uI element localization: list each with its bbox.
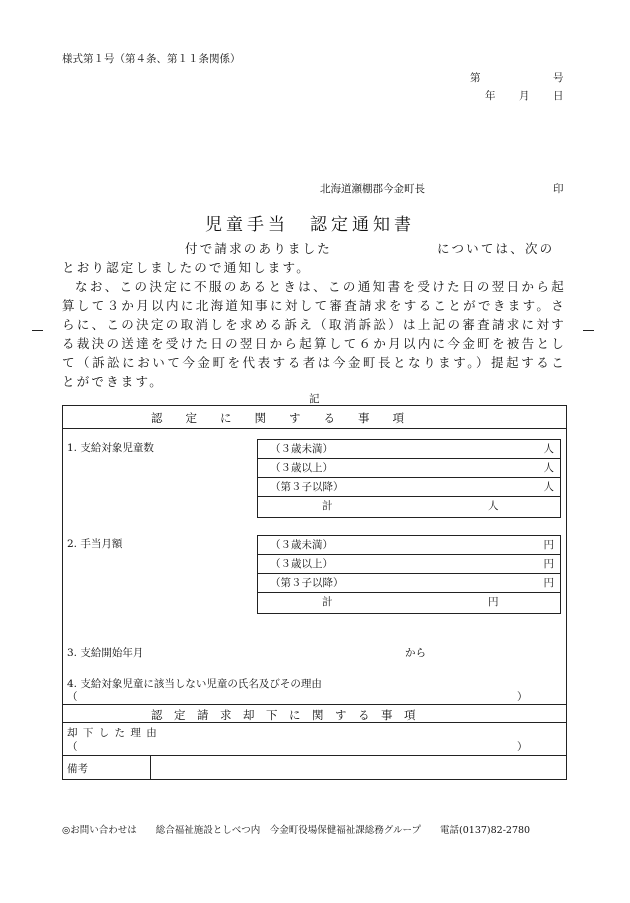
notice-body [62, 239, 566, 391]
remarks-label: 備考 [67, 763, 88, 775]
table-divider [63, 704, 566, 705]
table-header-rejection: 認 定 請 求 却 下 に 関 す る 事 項 [151, 708, 416, 722]
table-divider [63, 755, 566, 756]
total-label: 計 [322, 596, 333, 608]
item1-label: 1. 支給対象児童数 [67, 442, 154, 454]
ki-label: 記 [309, 393, 320, 405]
reject-reason-label: 却 下 し た 理 由 [67, 727, 158, 739]
contact-footer: ◎お問い合わせは 総合福祉施設としべつ内 今金町役場保健福祉課総務グループ 電話(0137)82-2780 [62, 825, 531, 836]
total-label: 計 [322, 500, 333, 512]
table-divider [63, 428, 566, 429]
table-header-approval: 認 定 に 関 す る 事 項 [151, 411, 404, 425]
form-number: 様式第１号（第４条、第１１条関係） [62, 53, 241, 65]
row-unit: 円 [543, 539, 554, 551]
body-paragraph2: なお、この決定に不服のあるときは、この通知書を受けた日の翌日から起算して３か月以内に北海道知事に対して審査請求をすることができます。さらに、この決定の取消しを求める訴え（取消訴訟）は上記の審査請求に対する裁決の送達を受けた日の翌日から起算して６か月以内に今金町を被告として（訴訟において今金町を代表する者は今金町長となります。）提起することができます。 [62, 279, 566, 389]
item3-from: から [405, 647, 426, 659]
reject-paren-close: ） [517, 741, 528, 753]
row-label: （３歳未満） [270, 443, 333, 455]
row-label: （３歳以上） [270, 558, 333, 570]
body-line1-a: 付で請求のありました [185, 241, 333, 256]
row-unit: 人 [543, 443, 554, 455]
total-unit: 円 [488, 596, 499, 608]
item2-label: 2. 手当月額 [67, 538, 123, 550]
item4-paren-close: ） [517, 691, 528, 703]
item3-label: 3. 支給開始年月 [67, 647, 144, 659]
main-table [62, 405, 567, 780]
item4-paren-open: （ [67, 691, 78, 703]
child-count-row [258, 478, 560, 497]
row-label: （第３子以降） [270, 481, 344, 493]
document-title: 児童手当 認定通知書 [205, 215, 415, 235]
monthly-amount-row [258, 574, 560, 593]
child-count-row [258, 440, 560, 459]
right-fold-mark [583, 330, 594, 331]
doc-number-go: 号 [553, 72, 564, 84]
monthly-amount-row [258, 555, 560, 574]
row-unit: 円 [543, 558, 554, 570]
monthly-amount-total-row [258, 593, 560, 613]
remarks-divider [150, 755, 151, 780]
seal-mark: 印 [553, 183, 564, 195]
row-label: （３歳未満） [270, 539, 333, 551]
row-unit: 人 [543, 462, 554, 474]
item4-label: 4. 支給対象児童に該当しない児童の氏名及びその理由 [67, 678, 322, 690]
left-fold-mark [32, 330, 43, 331]
row-label: （３歳以上） [270, 462, 333, 474]
doc-number-dai: 第 [470, 72, 481, 84]
monthly-amount-row [258, 536, 560, 555]
child-count-row [258, 459, 560, 478]
issuer: 北海道瀬棚郡今金町長 [320, 183, 425, 195]
child-count-total-row [258, 497, 560, 517]
total-unit: 人 [488, 500, 499, 512]
body-line2: とおり認定しましたので通知します。 [62, 260, 311, 275]
row-unit: 人 [543, 481, 554, 493]
child-count-table [257, 439, 561, 518]
table-divider [63, 722, 566, 723]
date-year: 年 [485, 90, 496, 102]
monthly-amount-table [257, 535, 561, 614]
reject-paren-open: （ [67, 741, 78, 753]
date-month: 月 [519, 90, 530, 102]
body-line1-b: については、次の [437, 241, 555, 256]
row-unit: 円 [543, 577, 554, 589]
date-day: 日 [553, 90, 564, 102]
row-label: （第３子以降） [270, 577, 344, 589]
